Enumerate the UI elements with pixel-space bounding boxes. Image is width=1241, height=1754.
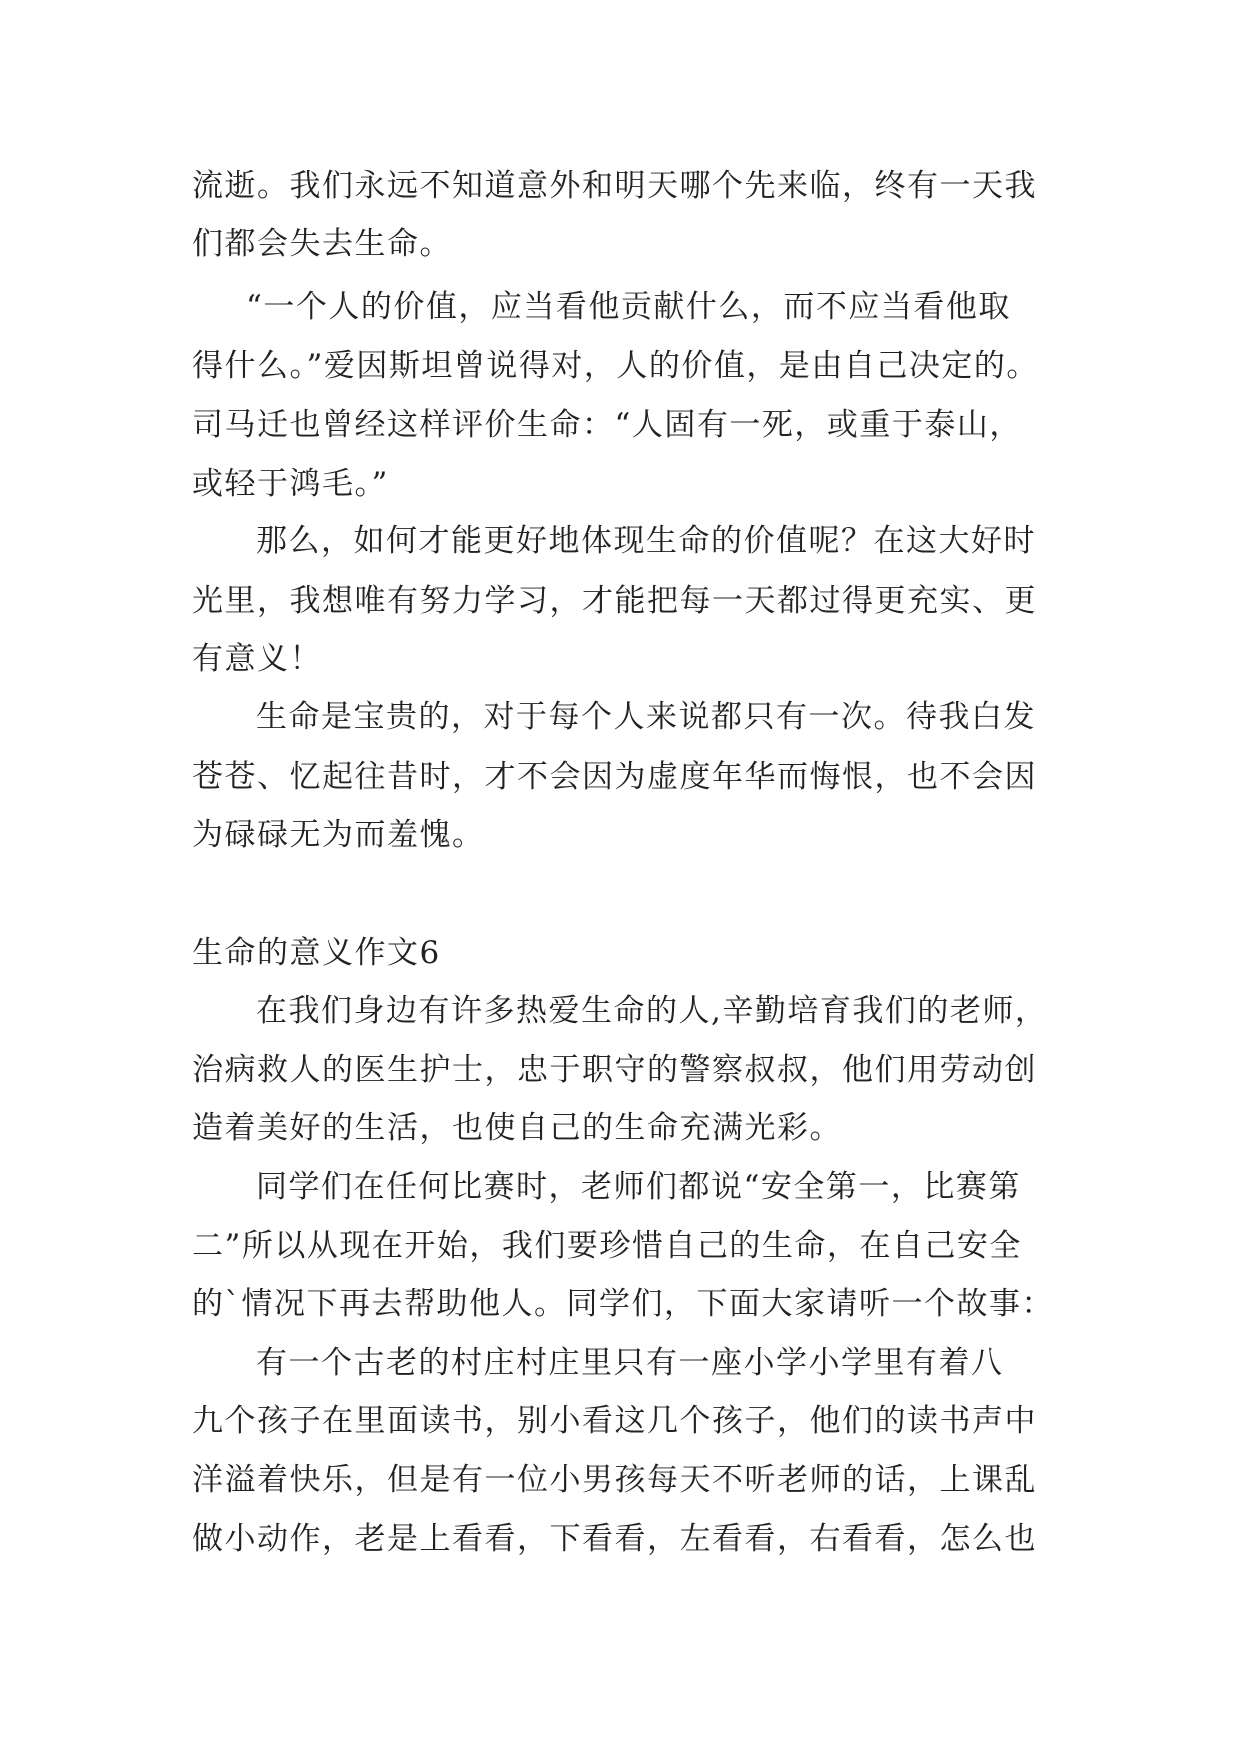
text-line: 造着美好的生活，也使自己的生命充满光彩。 [192, 1110, 842, 1146]
text-line: 们都会失去生命。 [192, 226, 452, 262]
text-line: 为碌碌无为而羞愧。 [192, 817, 485, 853]
text-line: 二”所以从现在开始，我们要珍惜自己的生命，在自己安全 [192, 1228, 1022, 1264]
text-line: 苍苍、忆起往昔时，才不会因为虚度年华而悔恨，也不会因 [192, 759, 1037, 795]
text-line-paragraph-start: 同学们在任何比赛时，老师们都说“安全第一，比赛第 [256, 1169, 1021, 1205]
text-line: 光里，我想唯有努力学习，才能把每一天都过得更充实、更 [192, 583, 1037, 619]
section-heading: 生命的意义作文6 [192, 935, 441, 971]
text-line: 或轻于鸿毛。” [192, 466, 389, 502]
text-line: 司马迁也曾经这样评价生命：“人固有一死，或重于泰山， [192, 407, 1022, 443]
text-line-paragraph-start: “一个人的价值，应当看他贡献什么，而不应当看他取 [246, 289, 1011, 325]
text-line: 的`情况下再去帮助他人。同学们，下面大家请听一个故事： [192, 1286, 1054, 1322]
text-line: 得什么。”爱因斯坦曾说得对，人的价值，是由自己决定的。 [192, 348, 1039, 384]
text-line: 洋溢着快乐，但是有一位小男孩每天不听老师的话，上课乱 [192, 1462, 1037, 1498]
text-line: 九个孩子在里面读书，别小看这几个孩子，他们的读书声中 [192, 1403, 1037, 1439]
text-line: 治病救人的医生护士，忠于职守的警察叔叔，他们用劳动创 [192, 1052, 1037, 1088]
text-line: 有意义！ [192, 641, 322, 677]
text-line: 流逝。我们永远不知道意外和明天哪个先来临，终有一天我 [192, 168, 1037, 204]
text-line-paragraph-start: 有一个古老的村庄村庄里只有一座小学小学里有着八 [256, 1345, 1004, 1381]
text-line-paragraph-start: 在我们身边有许多热爱生命的人,辛勤培育我们的老师， [256, 993, 1048, 1029]
text-line-paragraph-start: 那么，如何才能更好地体现生命的价值呢？在这大好时 [256, 523, 1036, 559]
text-line: 做小动作，老是上看看，下看看，左看看，右看看，怎么也 [192, 1521, 1037, 1557]
text-line-paragraph-start: 生命是宝贵的，对于每个人来说都只有一次。待我白发 [256, 699, 1036, 735]
